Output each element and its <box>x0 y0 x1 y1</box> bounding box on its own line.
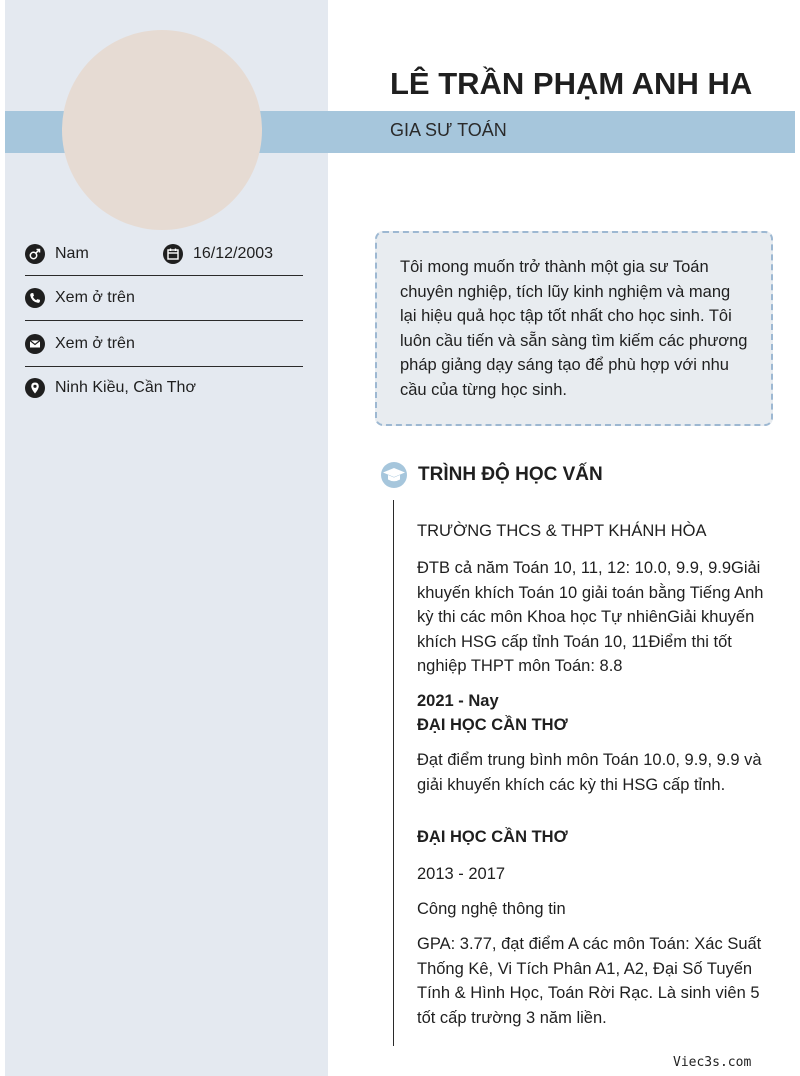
email-field <box>25 334 135 354</box>
timeline-divider <box>393 500 394 1046</box>
birthdate-field <box>163 244 273 264</box>
education-school-1: TRƯỜNG THCS & THPT KHÁNH HÒA <box>417 522 707 540</box>
info-row-email <box>25 321 303 367</box>
career-objective: Tôi mong muốn trở thành một gia sư Toán chuyên nghiệp, tích lũy kinh nghiệm và mang lại hiệu quả học tập tốt nhất cho học sinh. Tôi luôn cầu tiến và sẵn sàng tìm kiếm các phương pháp giảng dạy sáng tạo để phù hợp với nhu cầu của từng học sinh. <box>375 231 773 426</box>
gender-icon <box>25 244 45 264</box>
info-row-phone <box>25 276 303 321</box>
job-title: GIA SƯ TOÁN <box>390 120 507 140</box>
gender-field <box>25 244 163 264</box>
personal-info <box>25 233 303 409</box>
phone-value: Xem ở trên <box>55 289 135 306</box>
education-period-3: 2013 - 2017 <box>417 865 506 883</box>
birthdate-value: 16/12/2003 <box>193 245 274 262</box>
address-field <box>25 378 196 398</box>
info-row-gender-birthdate <box>25 233 303 276</box>
calendar-icon <box>163 244 183 264</box>
email-icon <box>25 334 45 354</box>
email-value: Xem ở trên <box>55 334 135 352</box>
graduation-cap-icon <box>380 462 408 488</box>
education-title: TRÌNH ĐỘ HỌC VẤN <box>418 464 603 485</box>
phone-field <box>25 288 135 308</box>
education-school-2: ĐẠI HỌC CẦN THƠ <box>417 716 568 734</box>
candidate-name: LÊ TRẦN PHẠM ANH HA <box>390 66 753 101</box>
education-description-1: ĐTB cả năm Toán 10, 11, 12: 10.0, 9.9, 9.9Giải khuyến khích Toán 10 giải toán bằng Tiếng Anh kỳ thi các môn Khoa học Tự nhiênGiải khuyến khích HSG cấp tỉnh Toán 10, 11Điểm thi tốt nghiệp THPT môn Toán: 8.8 <box>417 559 764 676</box>
education-heading <box>380 462 603 488</box>
avatar <box>62 30 262 230</box>
location-icon <box>25 378 45 398</box>
phone-icon <box>25 288 45 308</box>
education-description-3: GPA: 3.77, đạt điểm A các môn Toán: Xác Suất Thống Kê, Vi Tích Phân A1, A2, Đại Số Tuyến Tính & Hình Học, Toán Rời Rạc. Là sinh viên 5 tốt cấp trường 3 năm liền. <box>417 935 762 1027</box>
education-major-3: Công nghệ thông tin <box>417 900 566 918</box>
watermark: Viec3s.com <box>673 1055 752 1070</box>
education-period-2: 2021 - Nay <box>417 692 499 710</box>
address-value: Ninh Kiều, Cần Thơ <box>55 379 196 396</box>
education-description-2: Đạt điểm trung bình môn Toán 10.0, 9.9, 9.9 và giải khuyến khích các kỳ thi HSG cấp tỉnh. <box>417 751 762 794</box>
education-school-3: ĐẠI HỌC CẦN THƠ <box>417 828 568 846</box>
info-row-address <box>25 367 303 409</box>
gender-value: Nam <box>55 245 89 262</box>
